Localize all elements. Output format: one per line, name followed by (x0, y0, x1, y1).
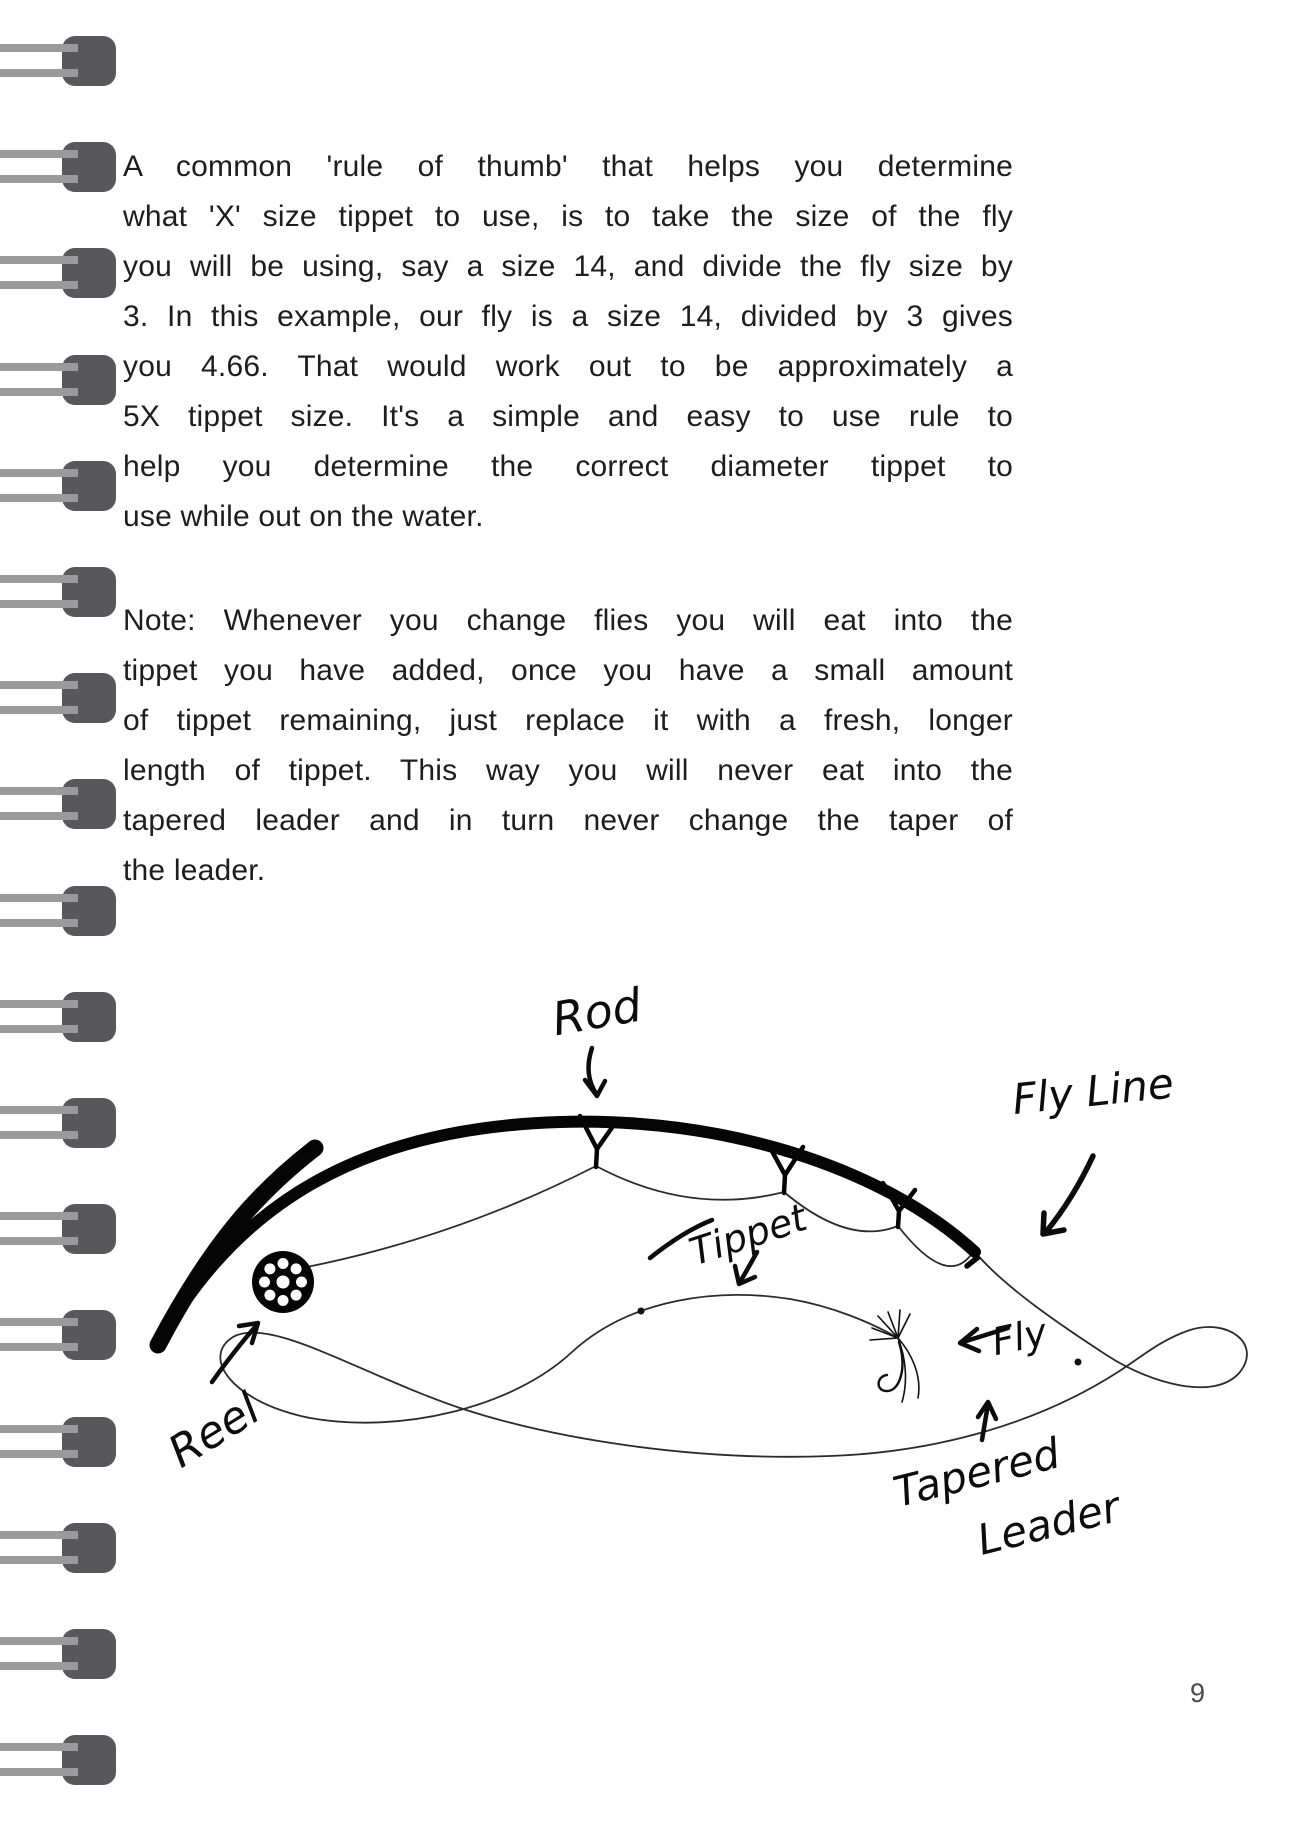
paragraph-note (123, 596, 1013, 896)
text-line: what 'X' size tippet to use, is to take the size of the fly (123, 200, 1013, 233)
rod-label: Rod (548, 977, 646, 1047)
binding-coil (0, 248, 118, 298)
coil-wire (0, 1768, 78, 1776)
coil-wire (0, 600, 78, 608)
text-line: Note: Whenever you change flies you will eat into the (123, 604, 1013, 637)
coil-wire (0, 894, 78, 902)
fishing-diagram (0, 950, 1315, 1710)
rod-arrow (585, 1048, 605, 1096)
text-line: the leader. (123, 854, 266, 887)
binding-coil (0, 36, 118, 86)
binding-coil (0, 567, 118, 617)
text-line: A common 'rule of thumb' that helps you determine (123, 150, 1013, 183)
binding-coil (0, 142, 118, 192)
coil-wire (0, 281, 78, 289)
binding-coil (0, 355, 118, 405)
coil-wire (0, 494, 78, 502)
coil-wire (0, 1743, 78, 1751)
page-number: 9 (1190, 1678, 1206, 1708)
paragraph-tippet-rule (123, 142, 1013, 542)
text-line: you will be using, say a size 14, and divide the fly size by (123, 250, 1013, 283)
coil-wire (0, 44, 78, 52)
fly-label: Fly (988, 1309, 1051, 1365)
binding-coil (0, 461, 118, 511)
line-junction-dot (638, 1308, 645, 1315)
text-line: 3. In this example, our fly is a size 14, divided by 3 gives (123, 300, 1013, 333)
text-line: of tippet remaining, just replace it with a fresh, longer (123, 704, 1013, 737)
tapered-leader-label-line2: Leader (972, 1482, 1125, 1565)
cast-line-and-leader (220, 1252, 1247, 1457)
reel (252, 1251, 314, 1313)
tapered-leader-label-line1: Tapered (888, 1428, 1065, 1517)
text-line: help you determine the correct diameter tippet to (123, 450, 1013, 483)
text-line: use while out on the water. (123, 500, 484, 533)
binding-coil (0, 886, 118, 936)
coil-wire (0, 69, 78, 77)
coil-wire (0, 469, 78, 477)
coil-wire (0, 363, 78, 371)
coil-wire (0, 812, 78, 820)
coil-wire (0, 681, 78, 689)
binding-coil (0, 1735, 118, 1785)
text-line: 5X tippet size. It's a simple and easy to use rule to (123, 400, 1013, 433)
coil-wire (0, 388, 78, 396)
fly-graphic (870, 1310, 919, 1402)
coil-wire (0, 919, 78, 927)
line-junction-dot (1075, 1359, 1082, 1366)
reel-arrow (212, 1323, 258, 1382)
text-line: you 4.66. That would work out to be approximately a (123, 350, 1013, 383)
text-line: tapered leader and in turn never change the taper of (123, 804, 1013, 837)
binding-coil (0, 779, 118, 829)
coil-wire (0, 575, 78, 583)
coil-wire (0, 175, 78, 183)
coil-wire (0, 256, 78, 264)
tippet-label: Tippet (684, 1195, 813, 1275)
binding-coil (0, 673, 118, 723)
text-line: tippet you have added, once you have a small amount (123, 654, 1013, 687)
tapered-leader-arrow (978, 1402, 996, 1440)
reel-label: Reel (159, 1383, 269, 1479)
coil-wire (0, 787, 78, 795)
text-line: length of tippet. This way you will never eat into the (123, 754, 1013, 787)
fly-line-label: Fly Line (1010, 1058, 1176, 1125)
coil-wire (0, 706, 78, 714)
coil-wire (0, 150, 78, 158)
fly-line-arrow (1043, 1156, 1093, 1234)
